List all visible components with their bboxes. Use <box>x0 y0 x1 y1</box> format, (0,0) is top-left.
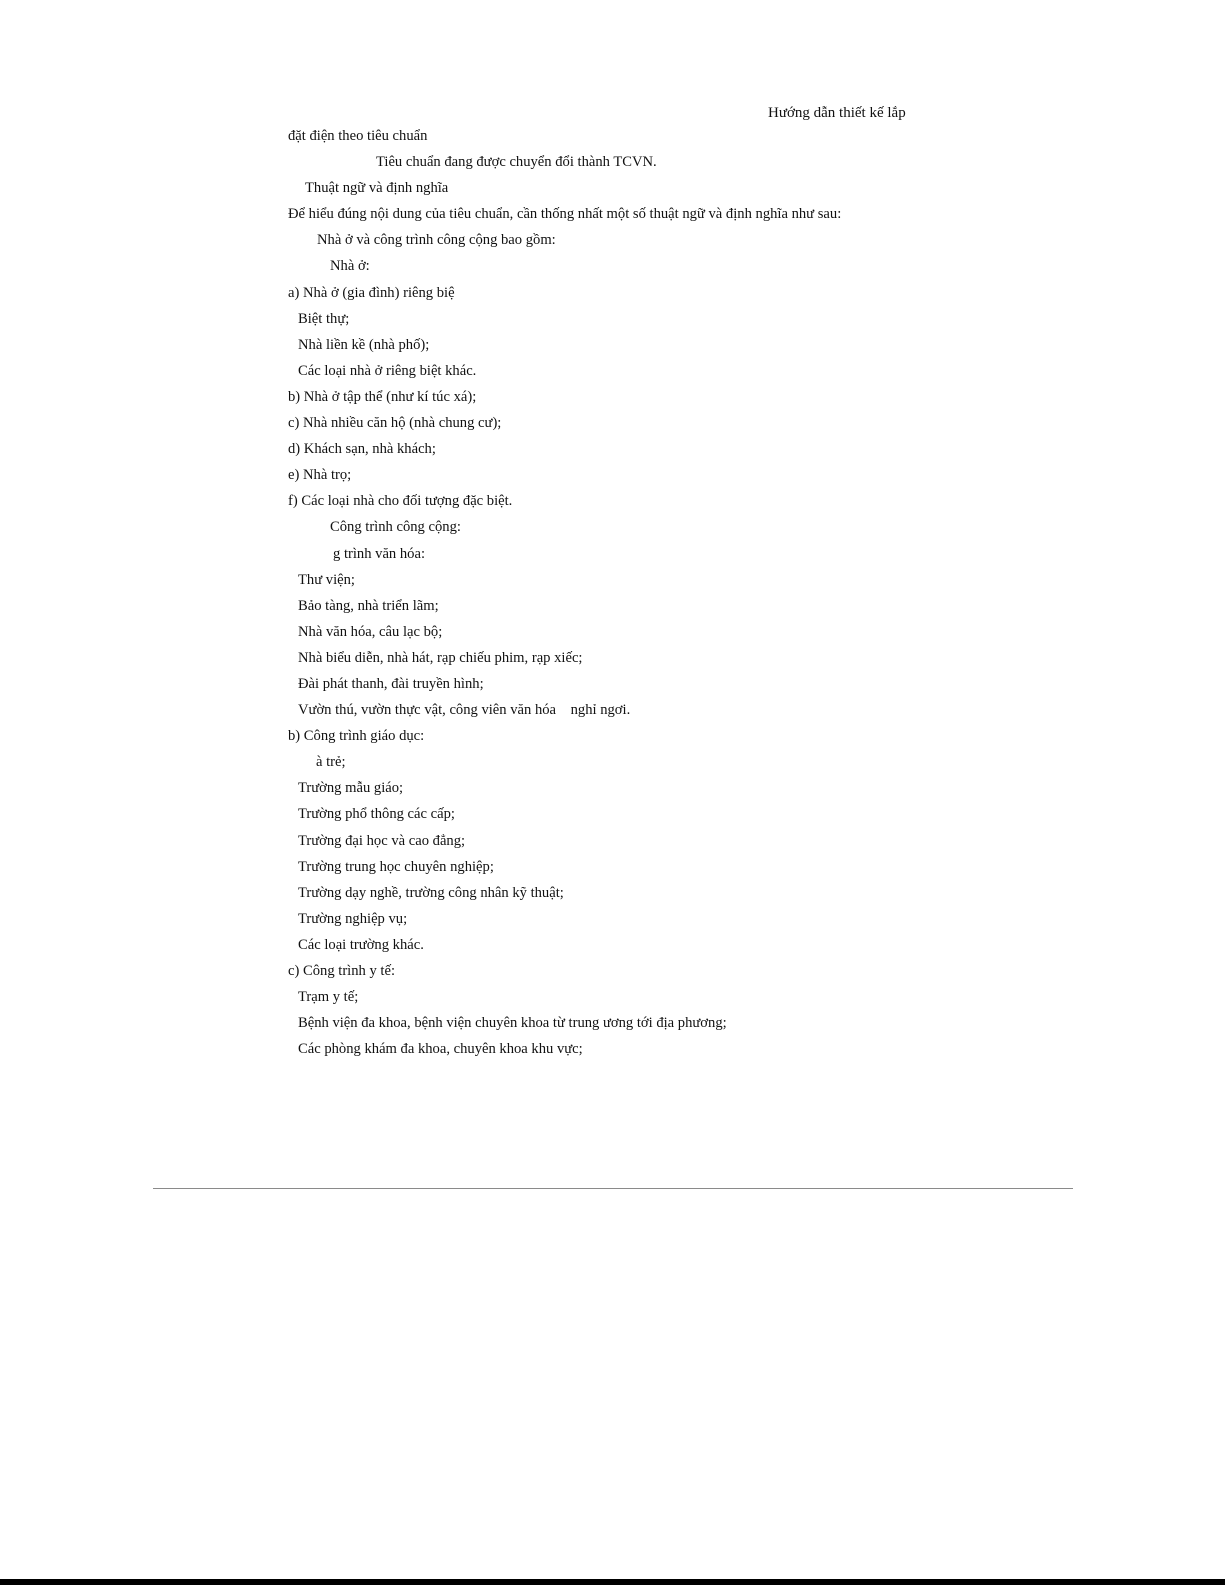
text-line: g trình văn hóa: <box>333 545 426 562</box>
list-item: à trẻ; <box>316 754 346 771</box>
document-body <box>288 123 938 1062</box>
running-header: Hướng dẫn thiết kế lắp <box>768 105 906 121</box>
list-item: Nhà liền kề (nhà phố); <box>298 336 430 353</box>
list-item: c) Nhà nhiều căn hộ (nhà chung cư); <box>288 415 502 432</box>
list-item: Bệnh viện đa khoa, bệnh viện chuyên khoa từ trung ương tới địa phương; <box>298 1015 727 1032</box>
list-item: Nhà biểu diễn, nhà hát, rạp chiếu phim, rạp xiếc; <box>298 649 583 666</box>
text-line: Để hiểu đúng nội dung của tiêu chuẩn, cần thống nhất một số thuật ngữ và định nghĩa như sau: <box>288 206 842 223</box>
list-item: Đài phát thanh, đài truyền hình; <box>298 675 484 692</box>
bottom-edge-bar <box>0 1579 1225 1585</box>
list-item: Các phòng khám đa khoa, chuyên khoa khu vực; <box>298 1041 583 1058</box>
list-item: Bảo tàng, nhà triển lãm; <box>298 597 439 614</box>
text-line: Nhà ở và công trình công cộng bao gồm: <box>317 232 556 249</box>
list-item: Trường dạy nghề, trường công nhân kỹ thuật; <box>298 884 564 901</box>
text-line: Công trình công cộng: <box>330 519 461 536</box>
list-item: b) Công trình giáo dục: <box>288 728 425 745</box>
text-line: Tiêu chuẩn đang được chuyển đổi thành TCVN. <box>376 154 657 171</box>
list-item: a) Nhà ở (gia đình) riêng biệ <box>288 284 455 301</box>
list-item: Biệt thự; <box>298 310 350 327</box>
list-item: Trường nghiệp vụ; <box>298 910 408 927</box>
list-item: Trạm y tế; <box>298 989 359 1006</box>
text-line: Nhà ở: <box>330 258 370 275</box>
list-item: Vườn thú, vườn thực vật, công viên văn hóa nghỉ ngơi. <box>298 702 631 719</box>
list-item: d) Khách sạn, nhà khách; <box>288 441 436 458</box>
list-item: Các loại trường khác. <box>298 936 424 953</box>
list-item: Các loại nhà ở riêng biệt khác. <box>298 362 477 379</box>
list-item: Trường phổ thông các cấp; <box>298 806 455 823</box>
list-item: Thư viện; <box>298 571 355 588</box>
list-item: e) Nhà trọ; <box>288 467 352 484</box>
list-item: b) Nhà ở tập thể (như kí túc xá); <box>288 388 477 405</box>
list-item: f) Các loại nhà cho đối tượng đặc biệt. <box>288 493 513 510</box>
footer-divider <box>153 1188 1073 1189</box>
list-item: c) Công trình y tế: <box>288 963 396 979</box>
list-item: Trường mẫu giáo; <box>298 780 404 797</box>
list-item: Trường trung học chuyên nghiệp; <box>298 858 494 875</box>
list-item: Nhà văn hóa, câu lạc bộ; <box>298 623 443 640</box>
text-line: đặt điện theo tiêu chuẩn <box>288 128 428 144</box>
list-item: Trường đại học và cao đẳng; <box>298 832 466 849</box>
section-heading: Thuật ngữ và định nghĩa <box>305 180 449 197</box>
